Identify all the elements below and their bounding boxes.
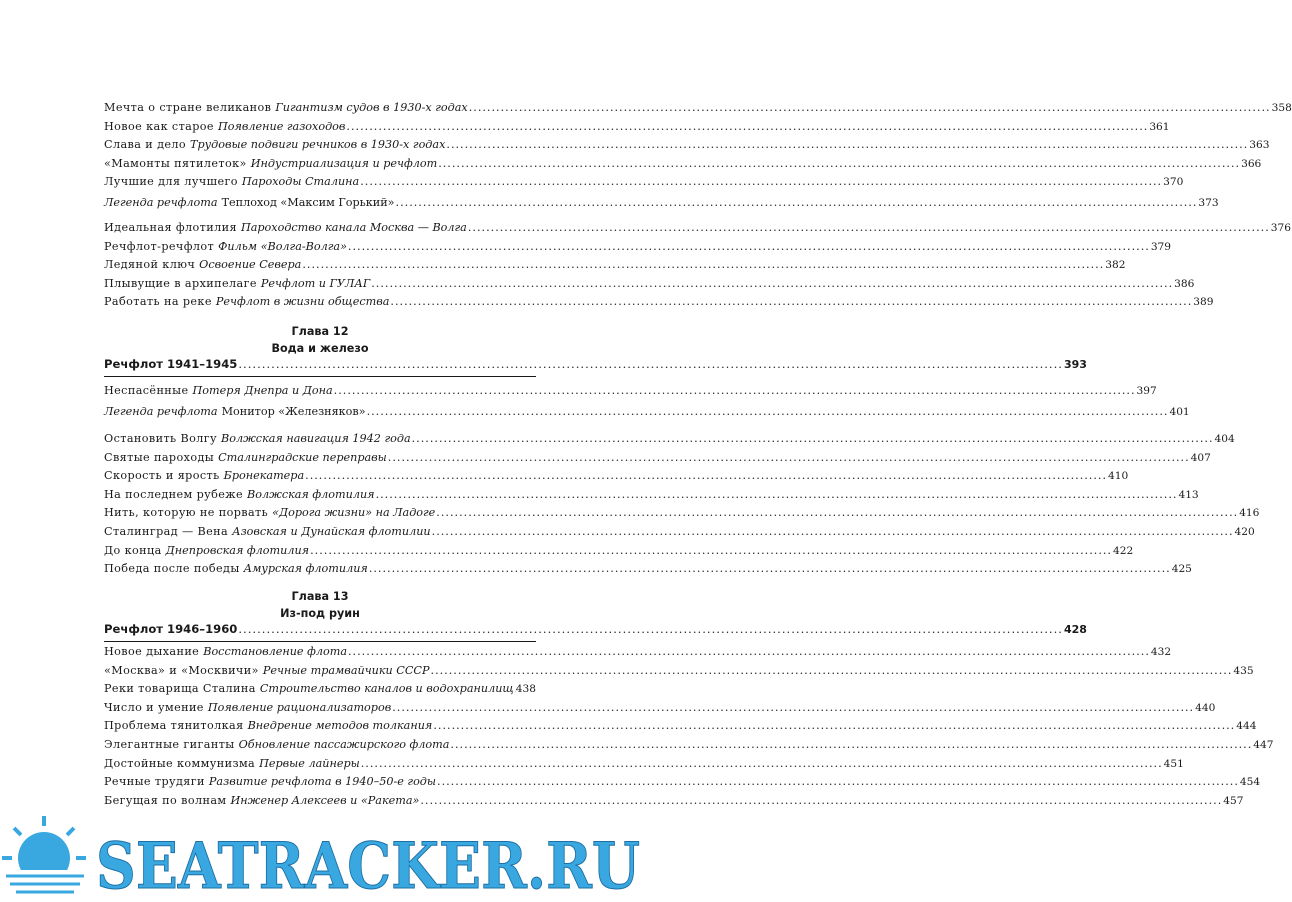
- toc-entry: [104, 101, 1292, 120]
- toc-entry-subtitle: Инженер Алексеев и «Ракета»: [230, 793, 420, 807]
- toc-entry-subtitle: Бронекатера: [223, 469, 305, 483]
- toc-entry: [104, 119, 1170, 139]
- toc-entry: [104, 196, 1219, 215]
- toc-entry-subtitle: Развитие речфлота в 1940–50-е годы: [208, 775, 437, 789]
- toc-page-number: 397: [1136, 385, 1157, 397]
- toc-leader-dots: [469, 101, 1271, 114]
- toc-leader-dots: [310, 544, 1112, 557]
- toc-group-3: [104, 221, 1291, 314]
- toc-page-number: 361: [1149, 120, 1170, 133]
- chapter-13-title: Из-под руин: [280, 607, 360, 620]
- toc-entry-subtitle: Появление рационализаторов: [207, 700, 392, 714]
- toc-entry-title: Легенда речфлота: [104, 405, 218, 418]
- toc-entry-title: Остановить Волгу: [104, 432, 217, 445]
- toc-entry: [104, 276, 1195, 296]
- watermark: [0, 808, 649, 902]
- toc-entry: [104, 756, 1184, 776]
- toc-page-number: 373: [1198, 197, 1219, 209]
- chapter-12-title: Вода и железо: [271, 342, 369, 355]
- toc-leader-dots: [432, 525, 1234, 538]
- toc-entry-title: Сталинград — Вена: [104, 524, 229, 538]
- toc-entry-subtitle: Речные трамвайчики СССР: [262, 663, 430, 677]
- toc-page-number: 379: [1150, 240, 1172, 253]
- toc-group-1: [104, 101, 1292, 194]
- toc-entry: [104, 622, 1087, 642]
- toc-entry-subtitle: Появление газоходов: [217, 119, 346, 133]
- toc-page-number: 435: [1233, 664, 1254, 677]
- toc-entry: [104, 775, 1261, 794]
- toc-entry-title: До конца: [104, 543, 162, 557]
- toc-entry-title: Слава и дело: [104, 138, 187, 152]
- toc-page-number: 358: [1271, 102, 1292, 114]
- toc-entry-subtitle: Сталинградские переправы: [218, 450, 387, 464]
- toc-entry: [104, 663, 1254, 683]
- chapter-13-heading: [104, 588, 536, 622]
- toc-group-6: [104, 405, 1190, 424]
- sun-logo-icon: [0, 816, 90, 902]
- toc-entry-title: Речфлот-речфлот: [104, 239, 215, 253]
- toc-entry-subtitle: Теплоход «Максим Горький»: [221, 196, 395, 209]
- toc-entry-title: Легенда речфлота: [104, 196, 218, 209]
- toc-group-9: [104, 645, 1274, 812]
- toc-page-number: 444: [1236, 720, 1257, 733]
- toc-entry: [104, 432, 1235, 451]
- toc-leader-dots: [238, 357, 1063, 371]
- toc-page-number: 425: [1171, 563, 1192, 576]
- chapter-12-heading: [104, 323, 536, 357]
- chapter-13-number: Глава 13: [291, 590, 349, 603]
- toc-group-4: [104, 357, 1087, 377]
- toc-leader-dots: [348, 645, 1150, 658]
- toc-leader-dots: [367, 405, 1169, 418]
- toc-page-number: 457: [1223, 794, 1244, 807]
- toc-entry: [104, 737, 1274, 757]
- toc-page-number: 410: [1108, 470, 1129, 483]
- toc-entry: [104, 138, 1270, 157]
- toc-page-number: 401: [1169, 406, 1190, 418]
- toc-entry-subtitle: Фильм «Волга-Волга»: [218, 239, 347, 253]
- toc-entry: [104, 258, 1126, 277]
- toc-page-number: 404: [1214, 433, 1235, 445]
- toc-entry: [104, 405, 1190, 424]
- toc-entry-title: Лучшие для лучшего: [104, 175, 238, 189]
- toc-page-number: 386: [1174, 277, 1195, 290]
- toc-leader-dots: [420, 794, 1222, 807]
- toc-leader-dots: [392, 701, 1194, 714]
- toc-entry-title: Реки товарища Сталина: [104, 682, 256, 696]
- toc-entry-subtitle: Пароходы Сталина: [241, 175, 360, 189]
- toc-entry-title: На последнем рубеже: [104, 487, 244, 501]
- toc-entry-title: Ледяной ключ: [104, 258, 196, 272]
- toc-entry-subtitle: Гигантизм судов в 1930-х годах: [275, 101, 468, 114]
- toc-entry-subtitle: Строительство каналов и водохранилищ: [259, 682, 514, 696]
- chapter-12-number: Глава 12: [291, 325, 349, 338]
- toc-leader-dots: [446, 138, 1248, 151]
- toc-entry-subtitle: «Дорога жизни» на Ладоге: [272, 506, 436, 520]
- toc-entry: [104, 682, 536, 701]
- toc-entry: [104, 384, 1157, 403]
- toc-page-number: 366: [1241, 157, 1262, 170]
- toc-entry: [104, 239, 1172, 259]
- toc-entry-subtitle: Внедрение методов толкания: [247, 719, 433, 733]
- toc-entry-subtitle: Речфлот и ГУЛАГ: [260, 276, 371, 290]
- toc-entry-subtitle: Речфлот в жизни общества: [215, 295, 390, 309]
- toc-page-number: 382: [1105, 259, 1126, 272]
- toc-leader-dots: [390, 295, 1192, 308]
- toc-entry-subtitle: Днепровская флотилия: [165, 543, 310, 557]
- toc-entry-title: «Москва» и «Москвичи»: [104, 663, 259, 677]
- toc-page-number: 393: [1064, 358, 1087, 371]
- toc-entry-subtitle: Пароходство канала Москва — Волга: [240, 221, 467, 234]
- toc-page-number: 420: [1234, 525, 1255, 538]
- toc-entry-title: Плывущие в архипелаге: [104, 276, 257, 290]
- toc-entry-subtitle: Освоение Севера: [199, 258, 302, 272]
- toc-page-number: 370: [1163, 176, 1184, 189]
- toc-page-number: 432: [1150, 646, 1172, 658]
- toc-page-number: 416: [1239, 507, 1260, 520]
- toc-leader-dots: [361, 757, 1163, 770]
- toc-leader-dots: [369, 562, 1171, 575]
- toc-page-number: 440: [1195, 701, 1216, 714]
- toc-entry-title: Бегущая по волнам: [104, 793, 227, 807]
- toc-entry: [104, 562, 1192, 581]
- toc-entry: [104, 221, 1291, 240]
- toc-group-7: [104, 432, 1260, 581]
- toc-entry-subtitle: Азовская и Дунайская флотилии: [232, 524, 431, 538]
- toc-leader-dots: [396, 196, 1198, 209]
- toc-entry-title: Работать на реке: [104, 295, 212, 309]
- toc-page-number: 413: [1178, 488, 1199, 501]
- toc-leader-dots: [412, 432, 1214, 445]
- toc-page-number: 428: [1064, 623, 1087, 636]
- toc-leader-dots: [334, 384, 1136, 397]
- toc-entry-title: Скорость и ярость: [104, 469, 220, 483]
- toc-entry-title: Святые пароходы: [104, 450, 215, 464]
- toc-page-number: 407: [1190, 451, 1211, 464]
- toc-entry-subtitle: Волжская навигация 1942 года: [221, 432, 411, 445]
- toc-entry-subtitle: Обновление пассажирского флота: [238, 737, 450, 751]
- toc-leader-dots: [436, 506, 1238, 519]
- toc-page-number: 376: [1270, 222, 1291, 234]
- toc-leader-dots: [376, 488, 1178, 501]
- toc-leader-dots: [433, 719, 1235, 732]
- toc-entry-title: Достойные коммунизма: [104, 756, 256, 770]
- toc-leader-dots: [238, 622, 1063, 636]
- toc-page-number: 451: [1163, 757, 1184, 770]
- toc-entry: [104, 524, 1255, 544]
- toc-entry-subtitle: Монитор «Железняков»: [221, 405, 366, 418]
- toc-leader-dots: [360, 175, 1162, 188]
- toc-entry-subtitle: Индустриализация и речфлот: [250, 156, 438, 170]
- toc-entry-title: Идеальная флотилия: [104, 221, 237, 234]
- toc-leader-dots: [438, 157, 1240, 170]
- toc-entry-subtitle: Волжская флотилия: [247, 487, 375, 501]
- toc-page-number: 363: [1249, 139, 1270, 152]
- toc-entry: [104, 700, 1216, 720]
- toc-page-number: 389: [1193, 296, 1214, 309]
- toc-entry: [104, 357, 1087, 377]
- toc-leader-dots: [348, 240, 1150, 253]
- toc-entry-title: Неспасённые: [104, 384, 189, 397]
- toc-leader-dots: [468, 221, 1270, 234]
- toc-entry-title: Речные трудяги: [104, 775, 205, 789]
- toc-leader-dots: [437, 775, 1239, 788]
- toc-entry-title: Нить, которую не порвать: [104, 506, 269, 520]
- toc-entry-subtitle: Первые лайнеры: [259, 756, 360, 770]
- toc-entry: [104, 543, 1134, 563]
- toc-entry-title: Речфлот 1941–1945: [104, 357, 238, 371]
- toc-page-number: 422: [1112, 544, 1134, 557]
- toc-leader-dots: [371, 277, 1173, 290]
- toc-group-5: [104, 384, 1157, 403]
- toc-leader-dots: [302, 258, 1104, 271]
- toc-group-2: [104, 196, 1219, 215]
- toc-entry: [104, 719, 1257, 738]
- toc-entry: [104, 175, 1184, 194]
- toc-entry-title: Проблема тянитолкая: [104, 719, 244, 733]
- toc-entry: [104, 645, 1172, 664]
- toc-leader-dots: [346, 120, 1148, 133]
- toc-entry: [104, 469, 1129, 488]
- toc-entry: [104, 450, 1211, 470]
- toc-leader-dots: [388, 451, 1190, 464]
- toc-entry-title: Речфлот 1946–1960: [104, 622, 238, 636]
- toc-entry-title: Мечта о стране великанов: [104, 101, 272, 114]
- toc-leader-dots: [431, 664, 1233, 677]
- watermark-text: SEATRACKER.RU: [96, 829, 640, 902]
- toc-page-number: 454: [1239, 776, 1261, 789]
- toc-entry: [104, 295, 1214, 314]
- toc-entry-title: Новое как старое: [104, 119, 214, 133]
- toc-page-number: 447: [1253, 738, 1274, 751]
- toc-entry-title: «Мамонты пятилеток»: [104, 156, 247, 170]
- toc-entry-subtitle: Потеря Днепра и Дона: [192, 384, 333, 397]
- toc-leader-dots: [450, 738, 1252, 751]
- toc-entry-subtitle: Амурская флотилия: [243, 562, 368, 576]
- toc-entry: [104, 156, 1262, 176]
- toc-entry-title: Число и умение: [104, 700, 204, 714]
- toc-entry: [104, 487, 1199, 507]
- toc-entry-title: Новое дыхание: [104, 645, 200, 658]
- toc-entry-title: Элегантные гиганты: [104, 737, 235, 751]
- toc-entry: [104, 506, 1260, 525]
- toc-entry-title: Победа после победы: [104, 562, 240, 576]
- toc-entry-subtitle: Трудовые подвиги речников в 1930-х годах: [190, 138, 446, 152]
- toc-page-number: 438: [515, 683, 536, 696]
- toc-leader-dots: [305, 469, 1107, 482]
- toc-group-8: [104, 622, 1087, 642]
- toc-entry-subtitle: Восстановление флота: [203, 645, 347, 658]
